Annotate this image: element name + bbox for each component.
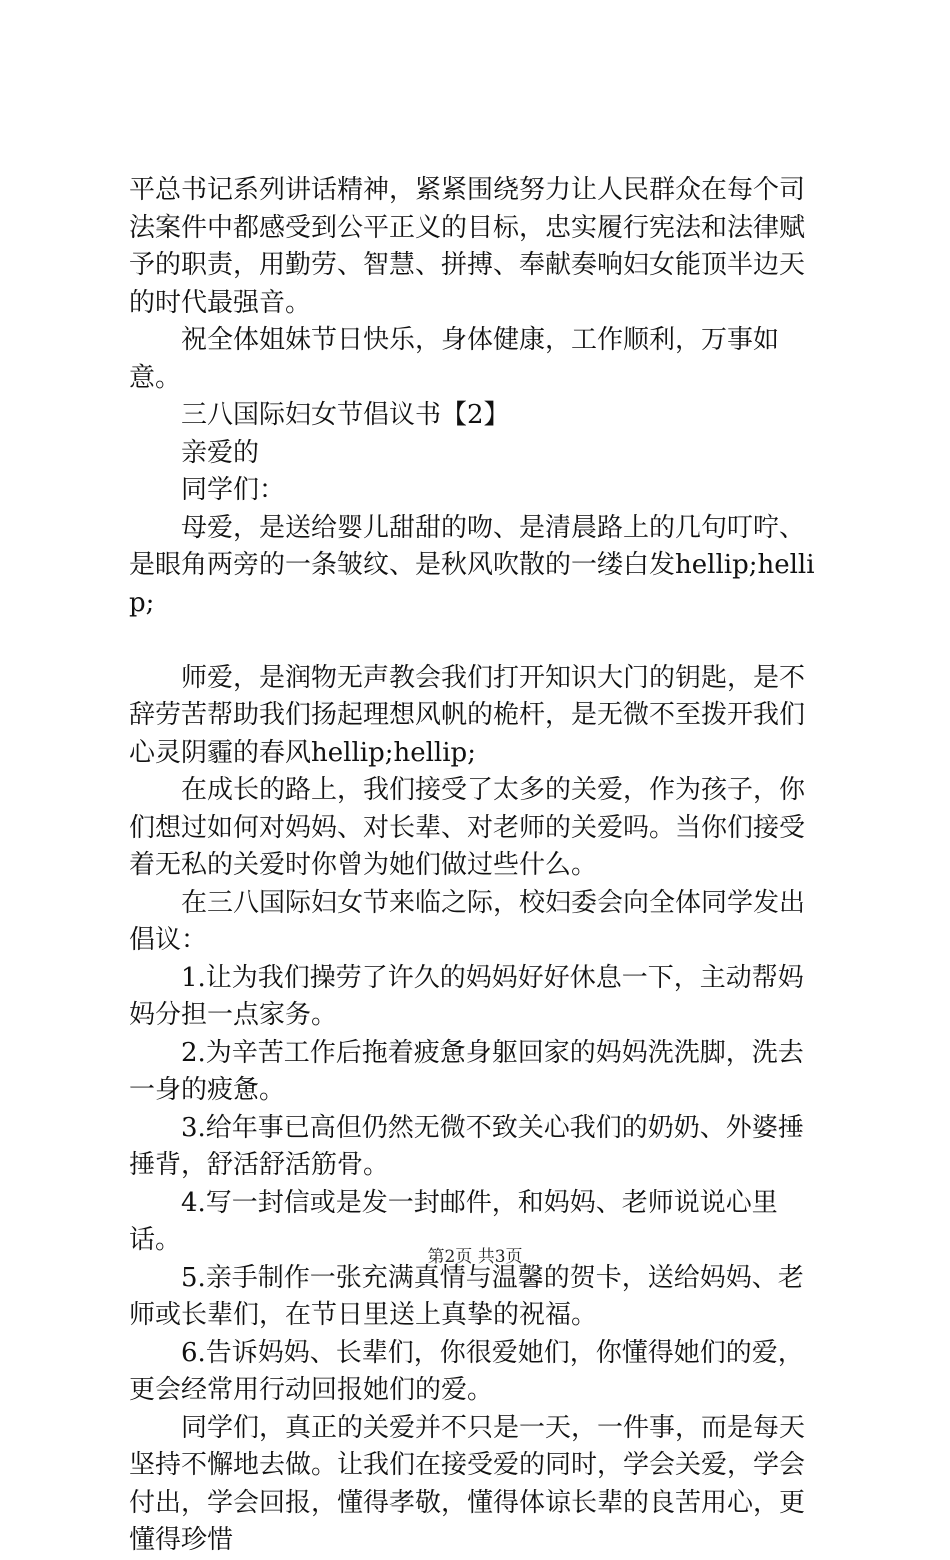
paragraph: 祝全体姐妹节日快乐，身体健康，工作顺利，万事如意。 — [129, 325, 780, 393]
paragraph: 在成长的路上，我们接受了太多的关爱，作为孩子，你们想过如何对妈妈、对长辈、对老师的关爱吗。当你们接受着无私的关爱时你曾为她们做过些什么。 — [129, 775, 806, 880]
list-item: 6.告诉妈妈、长辈们，你很爱她们，你懂得她们的爱，更会经常用行动回报她们的爱。 — [129, 1337, 804, 1405]
paragraph: 平总书记系列讲话精神，紧紧围绕努力让人民群众在每个司法案件中都感受到公平正义的目标，忠实履行宪法和法律赋予的职责，用勤劳、智慧、拼搏、奉献奏响妇女能顶半边天的时代最强音。 — [129, 175, 806, 318]
list-item: 4.写一封信或是发一封邮件，和妈妈、老师说说心里话。 — [129, 1187, 778, 1255]
salutation-line: 同学们： — [181, 475, 286, 505]
paragraph: 同学们，真正的关爱并不只是一天，一件事，而是每天坚持不懈地去做。让我们在接受爱的同时，学会关爱，学会付出，学会回报，懂得孝敬，懂得体谅长辈的良苦用心，更懂得珍惜 — [129, 1412, 806, 1555]
section-heading: 三八国际妇女节倡议书【2】 — [181, 400, 510, 430]
paragraph: 母爱，是送给婴儿甜甜的吻、是清晨路上的几句叮咛、是眼角两旁的一条皱纹、是秋风吹散的一缕白发hellip;hellip; — [129, 512, 815, 618]
salutation-line: 亲爱的 — [181, 437, 260, 468]
list-item: 3.给年事已高但仍然无微不致关心我们的奶奶、外婆捶捶背，舒活舒活筋骨。 — [129, 1112, 804, 1180]
paragraph: 师爱，是润物无声教会我们打开知识大门的钥匙，是不辞劳苦帮助我们扬起理想风帆的桅杆，是无微不至拨开我们心灵阴霾的春风hellip;hellip; — [129, 662, 806, 768]
page-footer: 第2页 共3页 — [427, 1247, 523, 1267]
paragraph: 在三八国际妇女节来临之际，校妇委会向全体同学发出倡议： — [129, 887, 806, 955]
blank-line — [129, 622, 829, 660]
document-body — [129, 172, 829, 1560]
list-item: 1.让为我们操劳了许久的妈妈好好休息一下，主动帮妈妈分担一点家务。 — [129, 962, 804, 1030]
list-item: 5.亲手制作一张充满真情与温馨的贺卡，送给妈妈、老师或长辈们，在节日里送上真挚的祝福。 — [129, 1262, 804, 1330]
list-item: 2.为辛苦工作后拖着疲惫身躯回家的妈妈洗洗脚，洗去一身的疲惫。 — [129, 1037, 804, 1105]
